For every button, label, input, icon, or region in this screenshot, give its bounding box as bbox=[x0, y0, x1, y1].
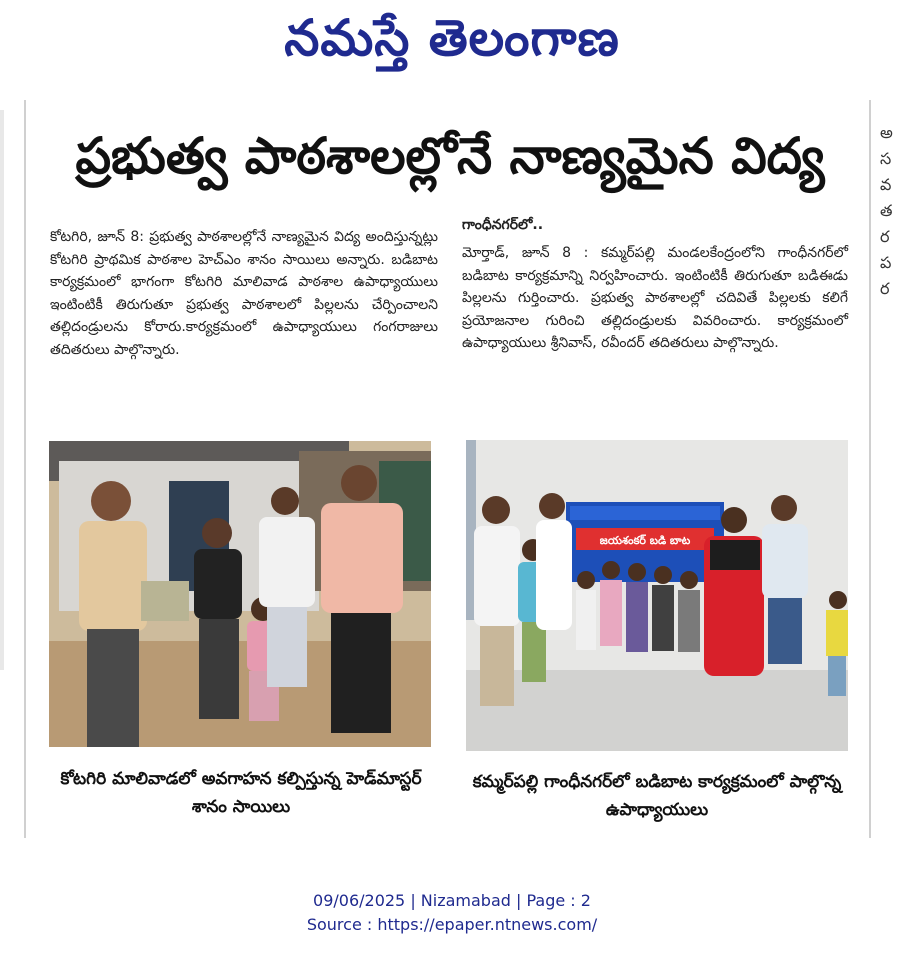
article-body-left: కోటగిరి, జూన్ 8: ప్రభుత్వ పాఠశాలల్లోనే నాణ్యమైన విద్య అందిస్తున్నట్లు కోటగిరి ప్రాథమిక పాఠశాల హెచ్ఎం శానం సాయిలు అన్నారు. బడిబాట కార్యక్రమంలో భాగంగా కోటగిరి మాలివాడ పాఠశాల ఉపాధ్యాయులు ఇంటింటికీ తిరుగుతూ ప్రభుత్వ పాఠశాలలో పిల్లలను చేర్పించాలని తల్లిదండ్రులను కోరారు.కార్యక్రమంలో ఉపాధ్యాయులు గంగరాజులు తదితరులు పాల్గొన్నారు. bbox=[50, 229, 438, 358]
masthead bbox=[0, 0, 904, 75]
banner-text: జయశంకర్ బడి బాట bbox=[599, 534, 691, 547]
stub-glyph: త bbox=[880, 201, 893, 220]
article-body-right bbox=[462, 214, 848, 355]
page-footer bbox=[0, 889, 904, 937]
photo-caption-left: కోటగిరి మాలివాడలో అవగాహన కల్పిస్తున్న హెడ్‌మాస్టర్ శానం సాయిలు bbox=[60, 769, 422, 817]
stub-glyph: ర bbox=[880, 279, 890, 298]
page-edge bbox=[0, 110, 4, 670]
newspaper-logo: నమస్తే తెలంగాణ bbox=[284, 8, 620, 67]
photo-badibata-illustration bbox=[466, 440, 848, 751]
column-rule-left bbox=[24, 100, 26, 838]
stub-glyph: ప bbox=[880, 253, 892, 272]
footer-source-link[interactable]: Source : https://epaper.ntnews.com/ bbox=[306, 915, 598, 934]
article-body-right-text: మోర్తాడ్, జూన్ 8 : కమ్మర్‌పల్లి మండలకేంద్రంలోని గాంధీనగర్‌లో బడిబాట కార్యక్రమాన్ని నిర్వహించారు. ఇంటింటికీ తిరుగుతూ బడిఈడు పిల్లలను గుర్తించారు. ప్రభుత్వ పాఠశాలల్లో చదివితే పిల్లలకు కలిగే ప్రయోజనాల గురించి తల్లిదండ్రులకు వివరించారు. కార్యక్రమంలో ఉపాధ్యాయులు శ్రీనివాస్, రవీందర్ తదితరులు పాల్గొన్నారు. bbox=[462, 245, 848, 351]
photo-caption-right: కమ్మర్‌పల్లి గాంధీనగర్‌లో బడిబాట కార్యక్రమంలో పాల్గొన్న ఉపాధ్యాయులు bbox=[472, 772, 842, 820]
column-rule-right bbox=[869, 100, 871, 838]
photo-headmaster-illustration bbox=[49, 441, 431, 747]
article-subhead: గాంధీనగర్‌లో.. bbox=[462, 217, 544, 233]
photo-headmaster-visit bbox=[49, 441, 431, 747]
stub-glyph: అ bbox=[880, 123, 893, 142]
stub-glyph: ర bbox=[880, 227, 890, 246]
adjacent-column-fragment bbox=[880, 120, 904, 302]
stub-glyph: స bbox=[880, 149, 892, 168]
article-headline: ప్రభుత్వ పాఠశాలల్లోనే నాణ్యమైన విద్య bbox=[75, 127, 825, 185]
stub-glyph: వ bbox=[880, 175, 892, 194]
photo-badibata-group bbox=[466, 440, 848, 751]
footer-date-edition: 09/06/2025 | Nizamabad | Page : 2 bbox=[313, 891, 591, 910]
